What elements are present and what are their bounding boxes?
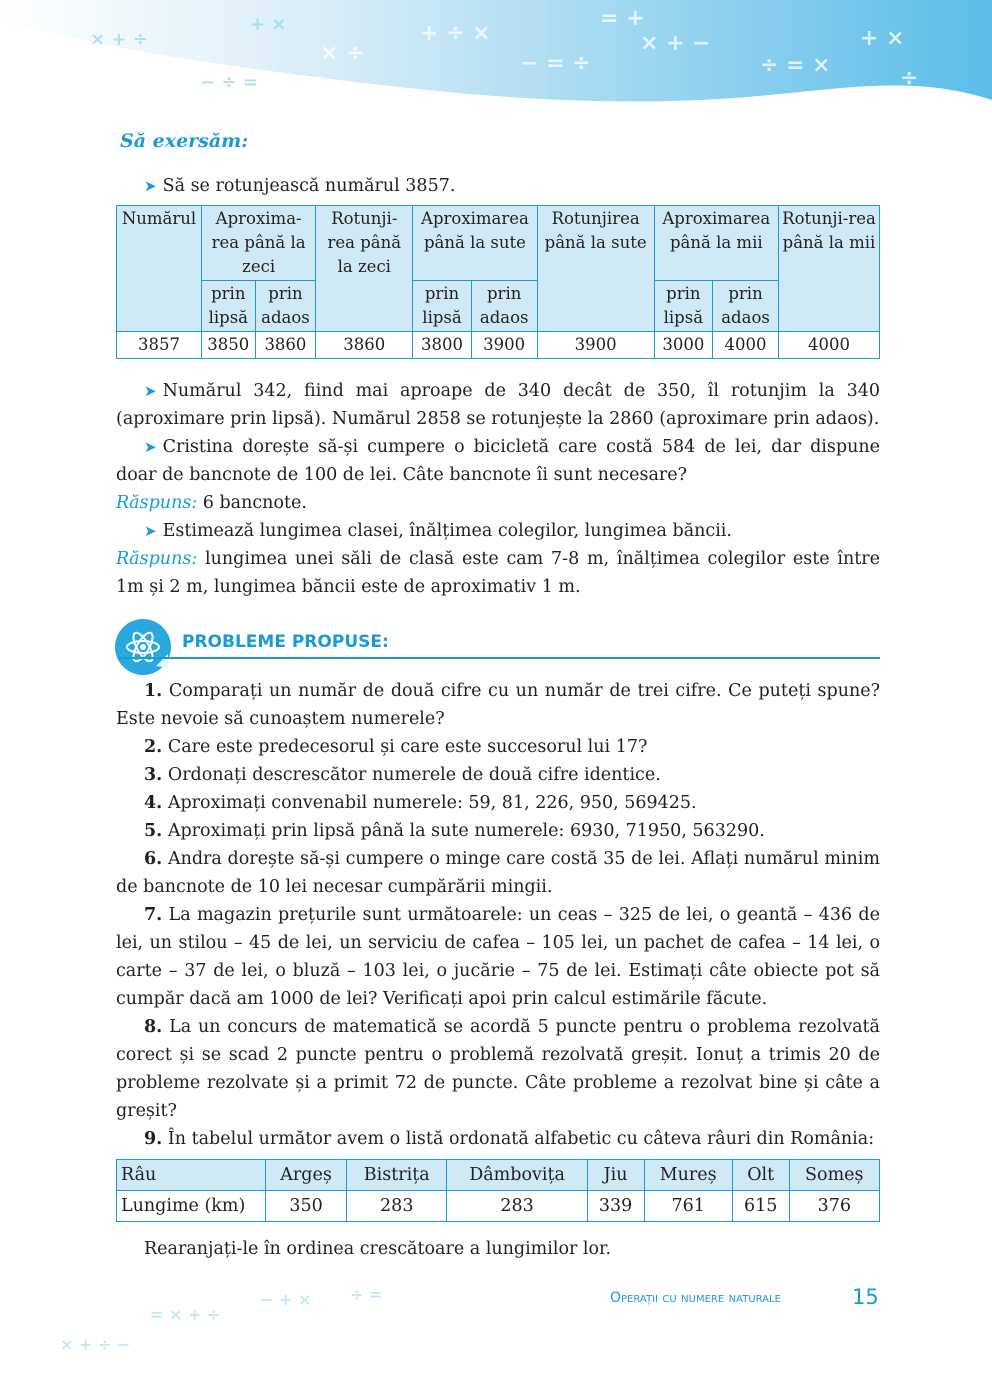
header-cell: Dâmbovița [447,1160,587,1191]
problem-item: 3. Ordonați descrescător numerele de două cifre identice. [144,765,661,785]
header-cell: Olt [732,1160,789,1191]
table-cell: 3857 [117,332,202,359]
svg-text:× ÷: × ÷ [320,41,365,66]
table-header-row [117,1160,880,1191]
svg-text:+ ×: + × [860,26,905,51]
problem-item: 9. În tabelul următor avem o listă ordonată alfabetic cu câteva râuri din România: [144,1129,875,1149]
header-cell: Someș [789,1160,879,1191]
arrow-bullet-icon: ➤ [144,438,157,456]
table-cell: 350 [266,1191,347,1222]
table-cell: 3850 [202,332,256,359]
problem-item: 2. Care este predecesorul și care este succesorul lui 17? [144,737,648,757]
table-subheader-row [117,281,880,332]
header-cell: Aproximarea până la mii [654,206,778,281]
page-number: 15 [852,1285,879,1309]
exercise-1: ➤ Să se rotunjească numărul 3857. [144,176,456,196]
header-cell: Aproxima-rea până la zeci [202,206,316,281]
subheader-cell: prin lipsă [413,281,471,332]
rearrange-instruction: Rearanjați-le în ordinea crescătoare a lungimilor lor. [144,1239,612,1259]
table-cell: 3000 [654,332,712,359]
svg-text:− ÷ =: − ÷ = [200,72,258,93]
problems-list [116,677,880,1153]
header-banner [0,0,992,150]
footer-decoration [0,1280,520,1380]
table-cell: 3860 [255,332,316,359]
answer-2: Răspuns: lungimea unei săli de clasă este cam 7-8 m, înălțimea colegilor este între 1m și 2 m, lungimea băncii este de aproximativ 1 m. [116,549,880,597]
table-cell: Lungime (km) [117,1191,266,1222]
table-cell: 3900 [537,332,654,359]
svg-text:× + −: × + − [640,31,711,56]
subheader-cell: prin lipsă [654,281,712,332]
header-cell: Rotunji-rea până la zeci [316,206,413,332]
paragraph-cristina: ➤ Cristina dorește să-și cumpere o bicicletă care costă 584 de lei, dar dispune doar de bancnote de 100 de lei. Câte bancnote îi sunt necesare? [116,437,880,485]
table-cell: 339 [587,1191,644,1222]
cristina-name: Cristina [162,437,234,457]
problems-title: PROBLEME PROPUSE: [182,632,389,652]
header-cell: Jiu [587,1160,644,1191]
svg-text:− = ÷: − = ÷ [520,51,591,76]
table-cell: 3900 [471,332,537,359]
title-underline [118,657,880,659]
table-cell: 283 [447,1191,587,1222]
svg-text:+ ×: + × [250,14,287,35]
header-cell: Bistrița [347,1160,447,1191]
table-cell: 615 [732,1191,789,1222]
answer-1: Răspuns: 6 bancnote. [116,493,307,513]
table-cell: 283 [347,1191,447,1222]
header-cell: Mureș [644,1160,732,1191]
header-cell: Numărul [117,206,202,332]
table-row [117,1191,880,1222]
rivers-table [116,1159,880,1222]
svg-text:= +: = + [600,6,645,31]
arrow-bullet-icon: ➤ [144,522,157,540]
table-row [117,332,880,359]
table-cell: 4000 [713,332,779,359]
header-cell: Rotunji-rea până la mii [779,206,880,332]
table-cell: 761 [644,1191,732,1222]
arrow-bullet-icon: ➤ [144,382,157,400]
exercise-heading: Să exersăm: [120,130,249,152]
header-cell: Aproximarea până la sute [413,206,537,281]
estimate-prompt: ➤ Estimează lungimea clasei, înălțimea colegilor, lungimea băncii. [144,521,732,541]
table-cell: 4000 [779,332,880,359]
table-cell: 3800 [413,332,471,359]
header-cell: Argeș [266,1160,347,1191]
rounding-table [116,205,880,359]
subheader-cell: prin adaos [713,281,779,332]
table-cell: 3860 [316,332,413,359]
subheader-cell: prin lipsă [202,281,256,332]
subheader-cell: prin adaos [255,281,316,332]
svg-text:÷: ÷ [900,66,919,91]
svg-text:+ ÷ ×: + ÷ × [420,21,491,46]
table-header-row [117,206,880,281]
problem-item: 7. La magazin prețurile sunt următoarele: un ceas – 325 de lei, o geantă – 436 de lei, un stilou – 45 de lei, un serviciu de cafea – 105 lei, un pachet de cafea – 14 lei, o carte – 37 de lei, o bluză – 103 lei, o jucărie – 75 de lei. Estimați câte obiecte pot să cumpăr dacă am 1000 de lei? Verificați apoi prin calcul estimările făcute. [116,905,880,1009]
atom-icon [112,616,174,678]
footer-chapter-title: Operații cu numere naturale [610,1290,781,1306]
svg-text:× + ÷ −: × + ÷ − [60,1335,131,1354]
problem-item: 5. Aproximați prin lipsă până la sute numerele: 6930, 71950, 563290. [144,821,765,841]
table-cell: 376 [789,1191,879,1222]
subheader-cell: prin adaos [471,281,537,332]
svg-text:÷ = ×: ÷ = × [760,53,831,78]
svg-text:− + ×: − + × [260,1290,312,1309]
problem-item: 1. Comparați un număr de două cifre cu un număr de trei cifre. Ce puteți spune? Este nevoie să cunoaștem numerele? [116,681,880,729]
header-cell: Rotunjirea până la sute [537,206,654,332]
header-cell: Râu [117,1160,266,1191]
svg-text:÷ =: ÷ = [350,1285,383,1304]
answer-label: Răspuns: [116,549,198,569]
problem-item: 8. La un concurs de matematică se acordă 5 puncte pentru o problema rezolvată corect și se scad 2 puncte pentru o problemă rezolvată greșit. Ionuț a trimis 20 de probleme rezolvate și a primit 72 de puncte. Câte probleme a rezolvat bine și câte a greșit? [116,1017,880,1121]
problem-item: 4. Aproximați convenabil numerele: 59, 81, 226, 950, 569425. [144,793,697,813]
answer-label: Răspuns: [116,493,198,513]
arrow-bullet-icon: ➤ [144,177,157,195]
paragraph-342: ➤ Numărul 342, fiind mai aproape de 340 decât de 350, îl rotunjim la 340 (aproximare prin lipsă). Numărul 2858 se rotunjește la 2860 (aproximare prin adaos). [116,381,880,429]
svg-text:= × + ÷: = × + ÷ [150,1305,221,1324]
problem-item: 6. Andra dorește să-și cumpere o minge care costă 35 de lei. Aflați numărul minim de bancnote de 10 lei necesar cumpărării mingii. [116,849,880,897]
svg-text:× + ÷: × + ÷ [90,29,148,50]
